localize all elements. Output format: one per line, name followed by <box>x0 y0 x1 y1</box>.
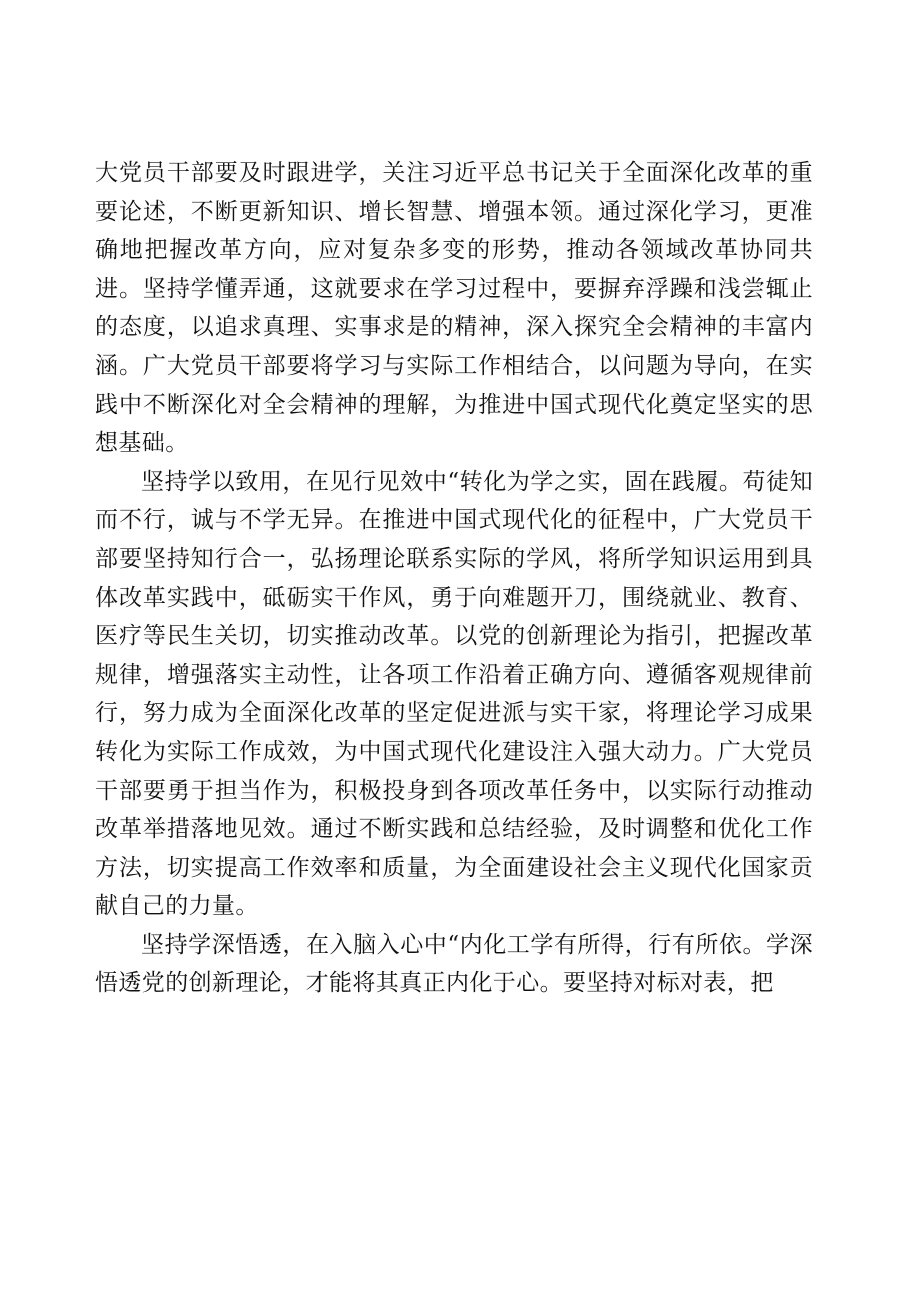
paragraph-1: 大党员干部要及时跟进学，关注习近平总书记关于全面深化改革的重要论述，不断更新知识、增长智慧、增强本领。通过深化学习，更准确地把握改革方向，应对复杂多变的形势，推动各领域改革协同共进。坚持学懂弄通，这就要求在学习过程中，要摒弃浮躁和浅尝辄止的态度，以追求真理、实事求是的精神，深入探究全会精神的丰富内涵。广大党员干部要将学习与实际工作相结合，以问题为导向，在实践中不断深化对全会精神的理解，为推进中国式现代化奠定坚实的思想基础。 <box>95 160 813 457</box>
paragraph-2: 坚持学以致用，在见行见效中“转化为学之实，固在践履。苟徒知而不行，诚与不学无异。在推进中国式现代化的征程中，广大党员干部要坚持知行合一，弘扬理论联系实际的学风，将所学知识运用到具体改革实践中，砥砺实干作风，勇于向难题开刀，围绕就业、教育、医疗等民生关切，切实推动改革。以党的创新理论为指引，把握改革规律，增强落实主动性，让各项工作沿着正确方向、遵循客观规律前行，努力成为全面深化改革的坚定促进派与实干家，将理论学习成果转化为实际工作成效，为中国式现代化建设注入强大动力。广大党员干部要勇于担当作为，积极投身到各项改革任务中，以实际行动推动改革举措落地见效。通过不断实践和总结经验，及时调整和优化工作方法，切实提高工作效率和质量，为全面建设社会主义现代化国家贡献自己的力量。 <box>95 468 813 920</box>
document-body <box>95 154 813 1003</box>
paragraph-3: 坚持学深悟透，在入脑入心中“内化工学有所得，行有所依。学深悟透党的创新理论，才能将其真正内化于心。要坚持对标对表，把 <box>95 931 813 997</box>
